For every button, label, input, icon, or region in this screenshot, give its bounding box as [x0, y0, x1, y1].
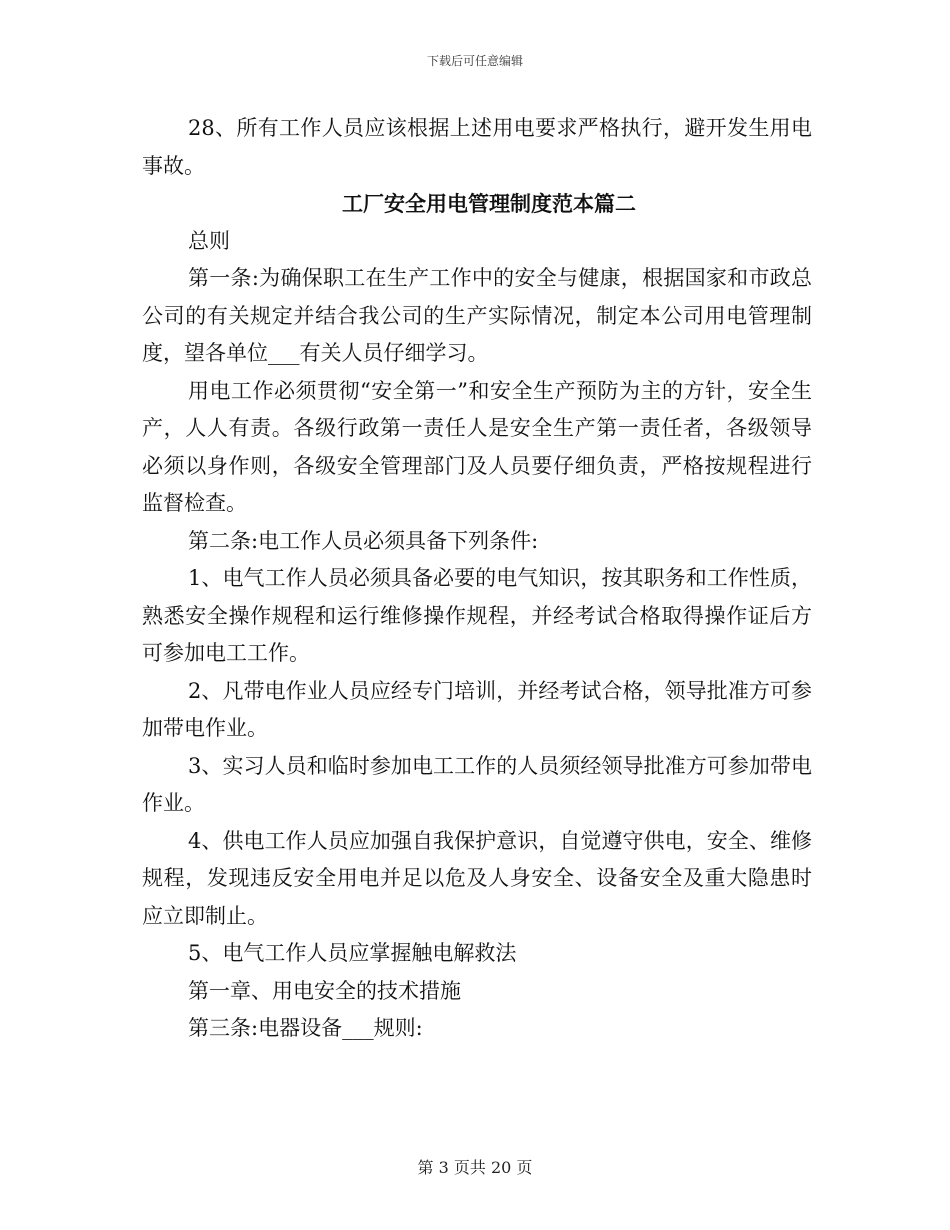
list-item-5: 5、电气工作人员应掌握触电解救法 — [188, 941, 517, 965]
paragraph-policy: 用电工作必须贯彻“安全第一”和安全生产预防为主的方针，安全生产，人人有责。各级行政第一责任人是安全生产第一责任者，各级领导必须以身作则，各级安全管理部门及人员要仔细负责，严格按规程进行监督检查。 — [142, 378, 812, 515]
document-body — [142, 110, 812, 1048]
paragraph: 28、所有工作人员应该根据上述用电要求严格执行，避开发生用电事故。 — [142, 116, 812, 178]
paragraph-article-3: 第三条:电器设备___规则: — [188, 1016, 423, 1040]
paragraph-article-2: 第二条:电工作人员必须具备下列条件: — [188, 528, 539, 553]
list-item-1: 1、电气工作人员必须具备必要的电气知识，按其职务和工作性质，熟悉安全操作规程和运行维修操作规程，并经考试合格取得操作证后方可参加电工工作。 — [142, 566, 812, 665]
section-title: 工厂安全用电管理制度范本篇二 — [342, 191, 636, 216]
page-footer: 第 3 页共 20 页 — [417, 1158, 533, 1177]
list-item-3: 3、实习人员和临时参加电工工作的人员须经领导批准方可参加带电作业。 — [142, 753, 812, 815]
list-item-4: 4、供电工作人员应加强自我保护意识，自觉遵守供电，安全、维修规程，发现违反安全用电并足以危及人身安全、设备安全及重大隐患时应立即制止。 — [142, 828, 812, 928]
page-header: 下载后可任意编辑 — [426, 54, 523, 68]
paragraph-article-1: 第一条:为确保职工在生产工作中的安全与健康，根据国家和市政总公司的有关规定并结合我公司的生产实际情况，制定本公司用电管理制度，望各单位___有关人员仔细学习。 — [142, 266, 812, 365]
paragraph-general-heading: 总则 — [188, 228, 230, 253]
chapter-heading: 第一章、用电安全的技术措施 — [188, 978, 461, 1003]
list-item-2: 2、凡带电作业人员应经专门培训，并经考试合格，领导批准方可参加带电作业。 — [142, 678, 812, 740]
